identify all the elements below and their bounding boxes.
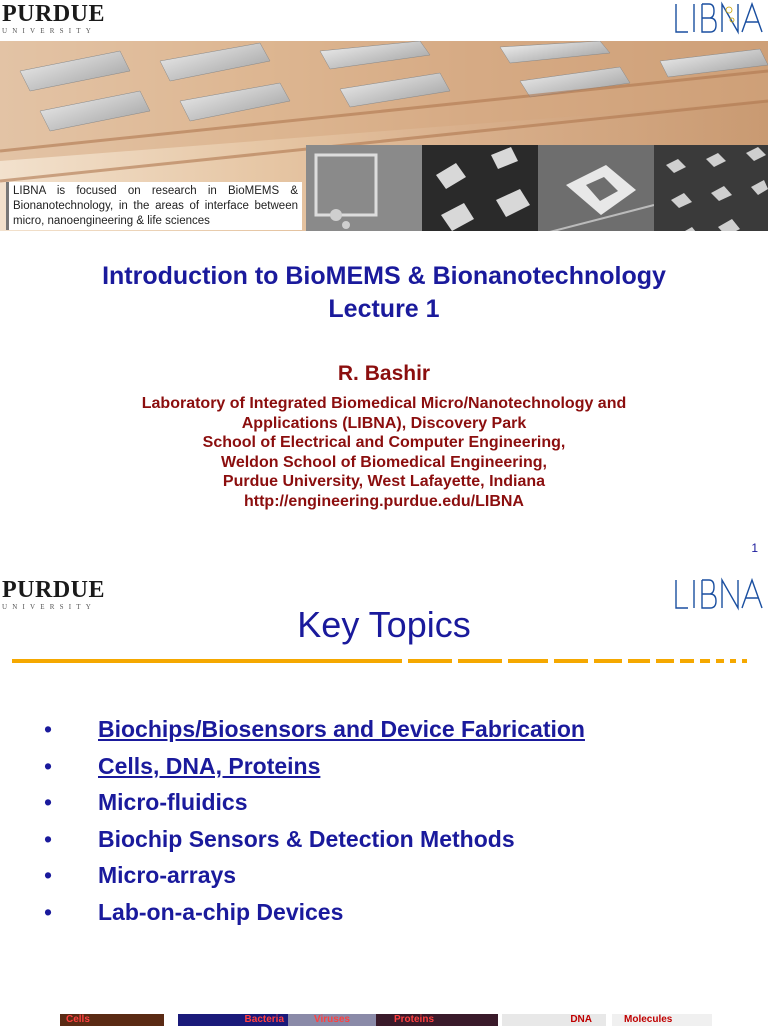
affiliation-line: Applications (LIBNA), Discovery Park [241,414,527,432]
bullet: • [44,752,53,779]
title-line-2: Lecture 1 [328,295,440,323]
affiliation-line: Laboratory of Integrated Biomedical Micro/Nanotechnology and [141,395,627,412]
thumbnail-bacteria: Bacteria [178,1014,288,1026]
thumbnail-proteins: Proteins [376,1014,498,1026]
bullet: • [44,716,53,742]
topic-list [40,714,740,933]
author-name: R. Bashir [337,362,431,385]
topic-label: Micro-arrays [98,862,237,888]
affiliation-block [60,394,708,511]
sem-micrographs [306,145,768,231]
topic-label: Lab-on-a-chip Devices [98,898,344,925]
libna-logo [672,0,764,36]
topic-item [40,860,740,897]
topic-item [40,824,740,861]
bullet: • [44,898,53,925]
title-line-1: Introduction to BioMEMS & Bionanotechnology [102,262,666,290]
topic-label: Biochip Sensors & Detection Methods [98,825,515,852]
bullet: • [44,825,53,852]
title-divider [12,658,758,664]
affiliation-line: Purdue University, West Lafayette, Indiana [222,473,546,490]
topic-item[interactable] [40,751,740,788]
topic-link-biochips[interactable]: Biochips/Biosensors and Device Fabrication [98,716,585,742]
slide-title [0,260,768,326]
thumbnail-dna: DNA [502,1014,606,1026]
topic-link-cells[interactable]: Cells, DNA, Proteins [98,752,321,779]
thumbnail-strip [60,1014,712,1026]
topic-item[interactable] [40,714,740,751]
slide-2 [0,562,768,1024]
bullet: • [44,862,53,888]
thumbnail-cells: Cells [60,1014,164,1026]
topic-item [40,787,740,824]
affiliation-line: School of Electrical and Computer Engineering, [202,434,566,451]
purdue-logo: PURDUE UNIVERSITY [2,577,105,611]
topic-label: Micro-fluidics [98,789,248,815]
banner-caption: LIBNA is focused on research in BioMEMS & Bionanotechnology, in the areas of interface between micro, nanoengineering & life sciences [6,182,302,230]
page-number: 1 [751,541,758,555]
purdue-logo: PURDUE UNIVERSITY [2,1,105,35]
affiliation-url[interactable]: http://engineering.purdue.edu/LIBNA [244,492,524,510]
bullet: • [44,789,53,815]
topic-item [40,897,740,934]
thumbnail-viruses: Viruses [288,1014,376,1026]
affiliation-line: Weldon School of Biomedical Engineering, [221,453,547,471]
slide-title: Key Topics [297,604,471,645]
thumbnail-molecules: Molecules [612,1014,712,1026]
